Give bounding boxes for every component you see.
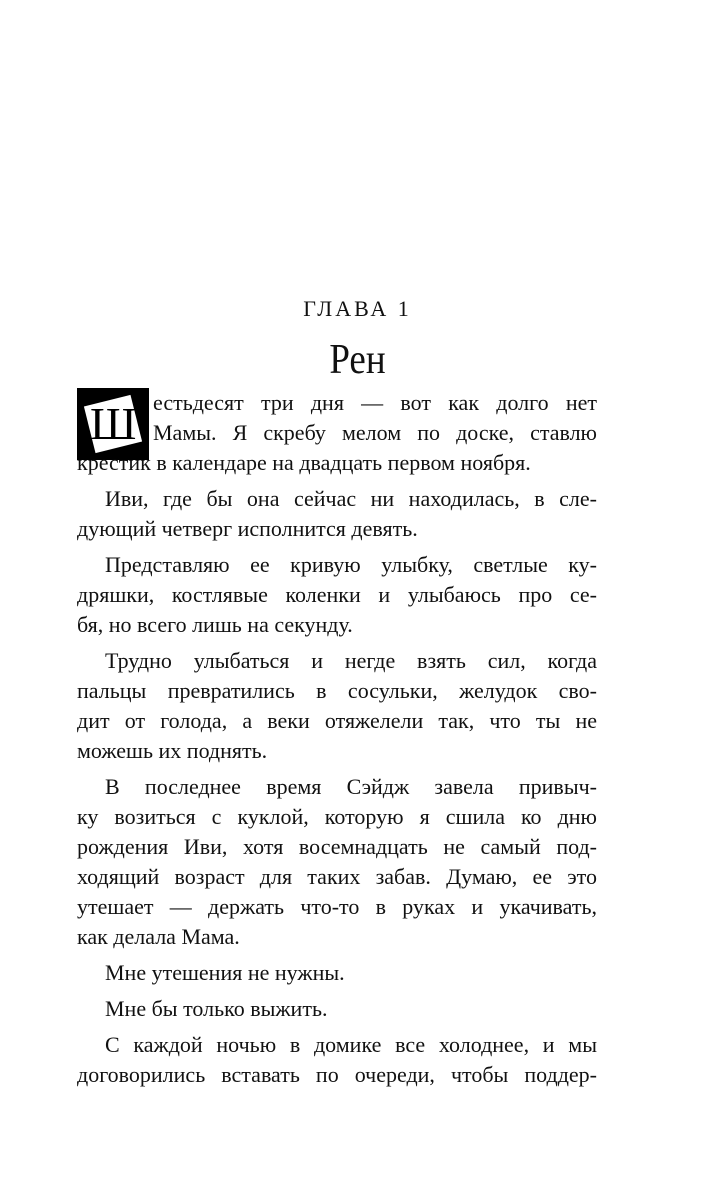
text-line: ходящий возраст для таких забав. Думаю, ее это (77, 864, 597, 889)
text-line: Иви, где бы она сейчас ни находилась, в сле- (105, 486, 597, 511)
text-line: можешь их поднять. (77, 738, 268, 763)
text-line: крестик в календаре на двадцать первом ноября. (77, 450, 531, 475)
text-line: Мне бы только выжить. (105, 996, 328, 1021)
text-line: пальцы превратились в сосульки, желудок сво- (77, 678, 597, 703)
paragraph (77, 550, 597, 640)
chapter-title: Рен (329, 337, 386, 383)
text-line: дующий четверг исполнится девять. (77, 516, 418, 541)
text-line: дит от голода, а веки отяжелели так, что ты не (77, 708, 597, 733)
text-line: ку возиться с куклой, которую я сшила ко дню (77, 804, 597, 829)
text-line: дряшки, костлявые коленки и улыбаюсь про се- (77, 582, 597, 607)
text-line: утешает — держать что-то в руках и укачивать, (77, 894, 597, 919)
text-line: Представляю ее кривую улыбку, светлые ку- (105, 552, 597, 577)
paragraph (77, 772, 597, 952)
dropcap-letter: Ш (89, 398, 137, 449)
text-line: рождения Иви, хотя восемнадцать не самый под- (77, 834, 597, 859)
chapter-text (77, 388, 597, 1090)
text-line: договорились вставать по очереди, чтобы поддер- (77, 1062, 597, 1087)
text-line: бя, но всего лишь на секунду. (77, 612, 353, 637)
paragraph (77, 994, 597, 1024)
paragraph (77, 388, 597, 478)
text-line: Трудно улыбаться и негде взять сил, когда (105, 648, 597, 673)
paragraph (77, 484, 597, 544)
chapter-label: ГЛАВА 1 (303, 296, 412, 321)
text-line: В последнее время Сэйдж завела привыч- (105, 774, 597, 799)
text-line: Мне утешения не нужны. (105, 960, 345, 985)
paragraph (77, 646, 597, 766)
text-line: естьдесят три дня — вот как долго нет (153, 390, 597, 415)
text-line: Мамы. Я скребу мелом по доске, ставлю (153, 420, 597, 445)
text-line: С каждой ночью в домике все холоднее, и мы (105, 1032, 597, 1057)
paragraph (77, 1030, 597, 1090)
text-line: как делала Мама. (77, 924, 240, 949)
paragraph (77, 958, 597, 988)
